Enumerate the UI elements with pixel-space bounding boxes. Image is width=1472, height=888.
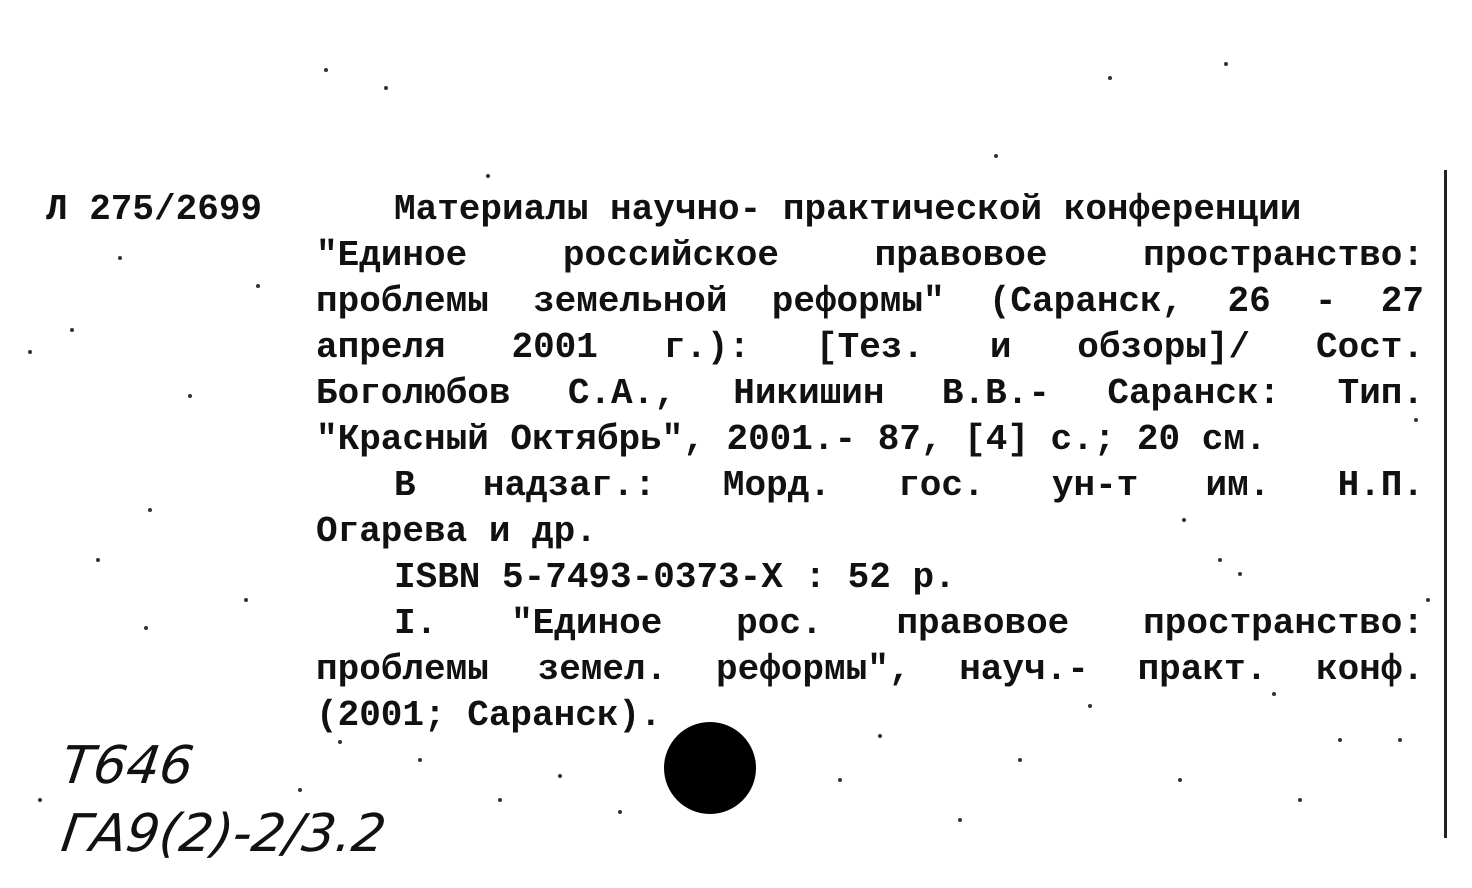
note-line-2: Огарева и др. [316, 511, 597, 552]
description-line-5: Боголюбов С.А., Никишин В.В.- Саранск: Тип. [316, 373, 1424, 414]
call-number: Л 275/2699 [46, 189, 263, 230]
handwritten-mark-1: Т646 [57, 736, 198, 796]
isbn-line: ISBN 5-7493-0373-X : 52 р. [394, 557, 956, 598]
description-line-1: Материалы научно- практической конференции [394, 189, 1302, 230]
added-entry-line-3: (2001; Саранск). [316, 695, 662, 736]
added-entry-line-2: проблемы земел. реформы", науч.- практ. конф. [316, 649, 1424, 690]
handwritten-mark-2: ГА9(2)-2/3.2 [57, 804, 390, 864]
added-entry-line-1: I. "Единое рос. правовое пространство: [394, 603, 1424, 644]
description-line-6: "Красный Октябрь", 2001.- 87, [4] с.; 20 см. [316, 419, 1267, 460]
note-line-1: В надзаг.: Морд. гос. ун-т им. Н.П. [394, 465, 1424, 506]
description-line-3: проблемы земельной реформы" (Саранск, 26 - 27 [316, 281, 1424, 322]
description-line-4: апреля 2001 г.): [Тез. и обзоры]/ Сост. [316, 327, 1424, 368]
description-line-2: "Единое российское правовое пространство: [316, 235, 1424, 276]
